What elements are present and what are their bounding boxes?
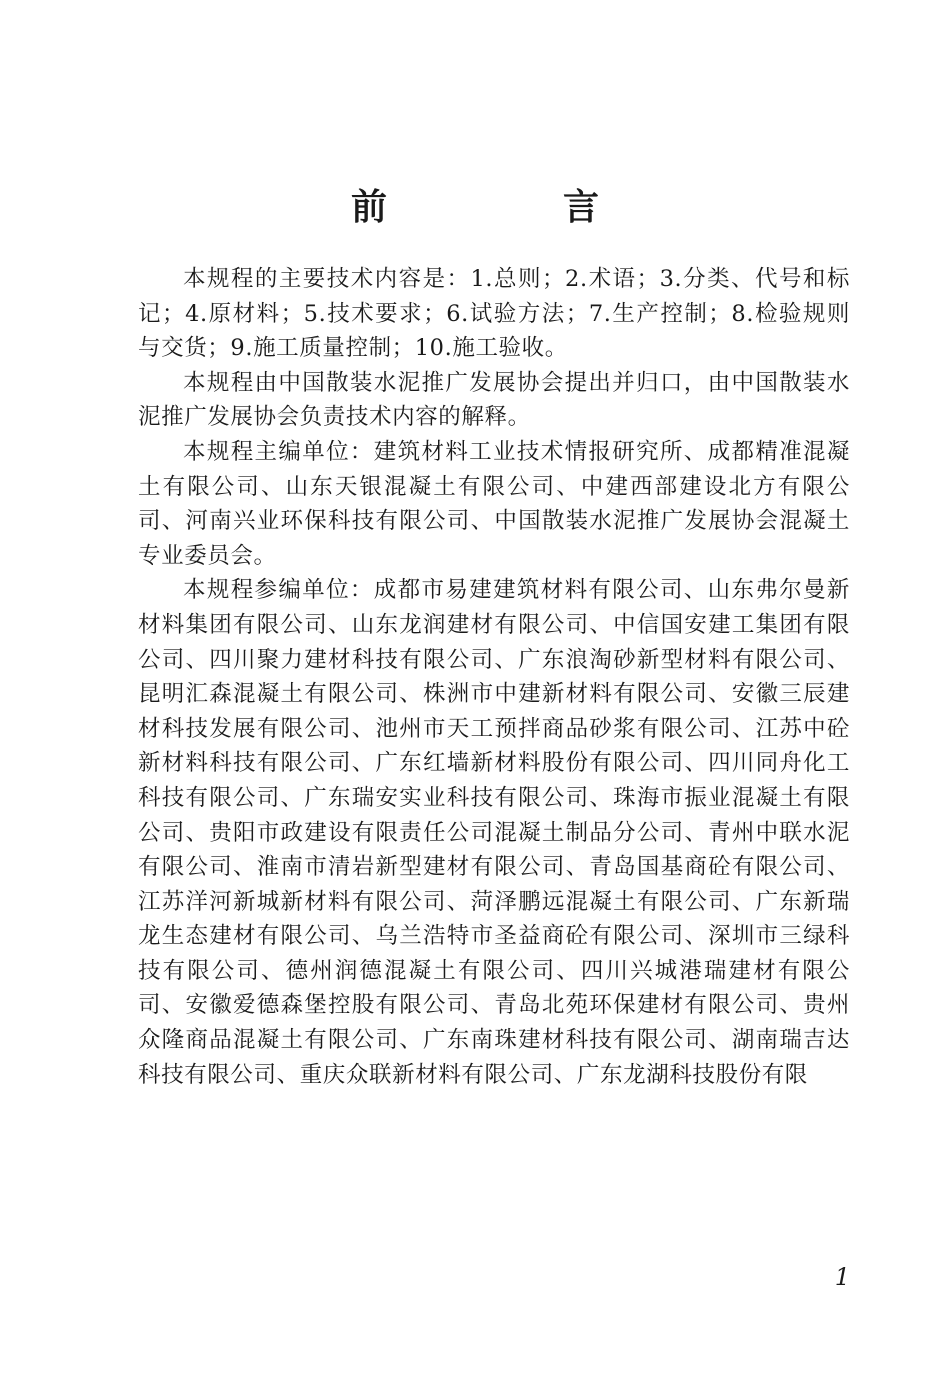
paragraph-proposer: 本规程由中国散装水泥推广发展协会提出并归口，由中国散装水泥推广发展协会负责技术内容的解释。: [138, 369, 850, 431]
page-number: 1: [834, 1263, 850, 1291]
page-title: 前 言: [350, 186, 669, 228]
body-content: [138, 262, 850, 1092]
paragraph-chief-editors: 本规程主编单位：建筑材料工业技术情报研究所、成都精准混凝土有限公司、山东天银混凝土有限公司、中建西部建设北方有限公司、河南兴业环保科技有限公司、中国散装水泥推广发展协会混凝土专业委员会。: [138, 438, 850, 569]
paragraph-participating-editors: 本规程参编单位：成都市易建建筑材料有限公司、山东弗尔曼新材料集团有限公司、山东龙润建材有限公司、中信国安建工集团有限公司、四川聚力建材科技有限公司、广东浪淘砂新型材料有限公司、昆明汇森混凝土有限公司、株洲市中建新材料有限公司、安徽三辰建材科技发展有限公司、池州市天工预拌商品砂浆有限公司、江苏中砼新材料科技有限公司、广东红墙新材料股份有限公司、四川同舟化工科技有限公司、广东瑞安实业科技有限公司、珠海市振业混凝土有限公司、贵阳市政建设有限责任公司混凝土制品分公司、青州中联水泥有限公司、淮南市清岩新型建材有限公司、青岛国基商砼有限公司、江苏洋河新城新材料有限公司、菏泽鹏远混凝土有限公司、广东新瑞龙生态建材有限公司、乌兰浩特市圣益商砼有限公司、深圳市三绿科技有限公司、德州润德混凝土有限公司、四川兴城港瑞建材有限公司、安徽爱德森堡控股有限公司、青岛北苑环保建材有限公司、贵州众隆商品混凝土有限公司、广东南珠建材科技有限公司、湖南瑞吉达科技有限公司、重庆众联新材料有限公司、广东龙湖科技股份有限: [138, 577, 850, 1088]
paragraph-technical-contents: 本规程的主要技术内容是：1.总则；2.术语；3.分类、代号和标记；4.原材料；5.技术要求；6.试验方法；7.生产控制；8.检验规则与交货；9.施工质量控制；10.施工验收。: [138, 266, 850, 362]
